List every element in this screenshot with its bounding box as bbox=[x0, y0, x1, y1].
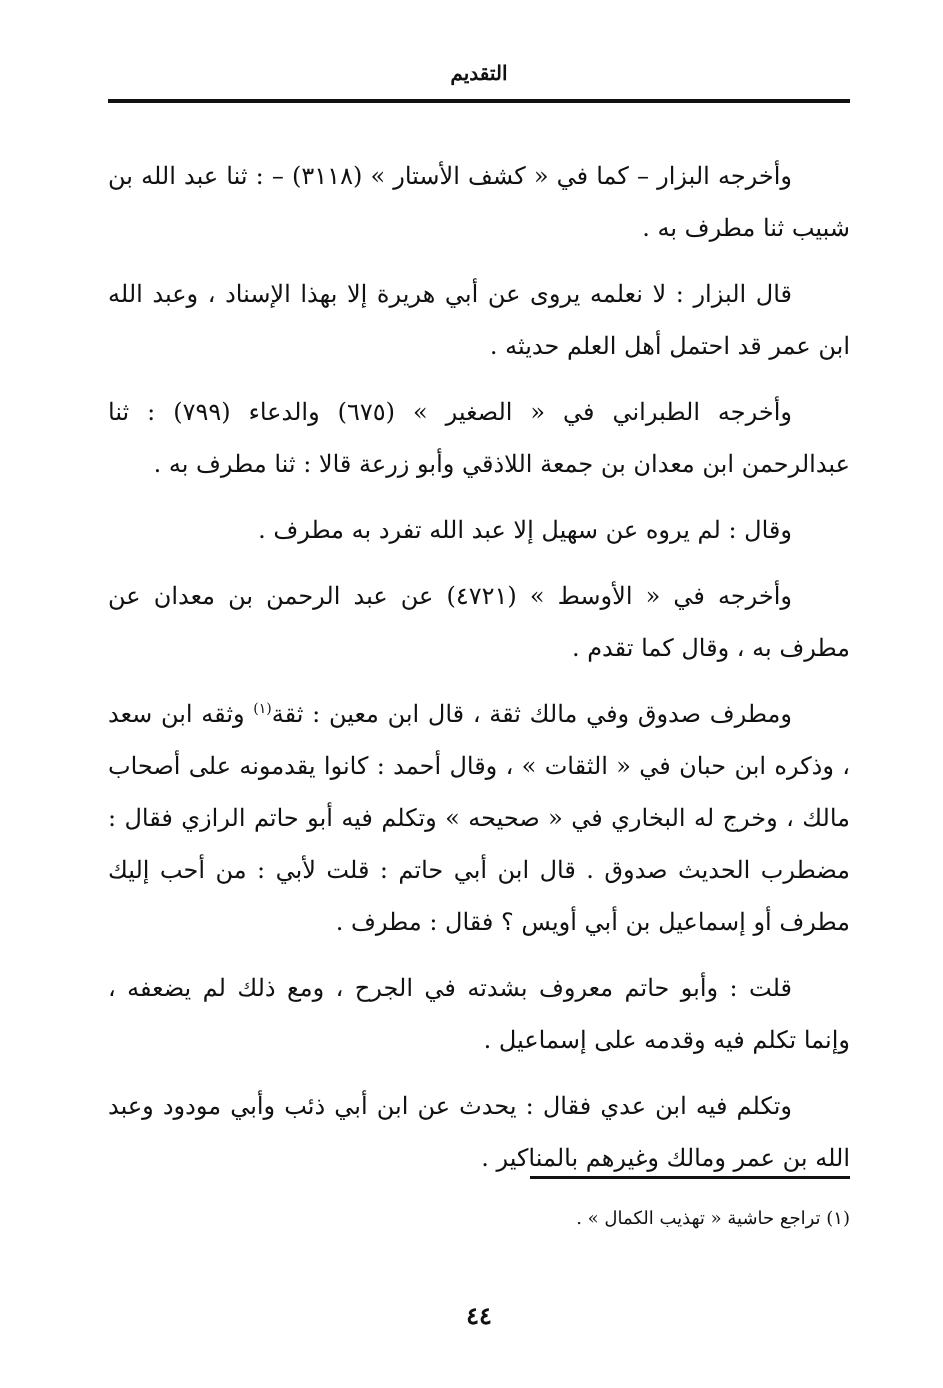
header-rule bbox=[108, 99, 850, 103]
paragraph-2: قال البزار : لا نعلمه يروى عن أبي هريرة إلا بهذا الإسناد ، وعبد الله ابن عمر قد احتمل أهل العلم حديثه . bbox=[108, 280, 850, 360]
paragraph-7: قلت : وأبو حاتم معروف بشدته في الجرح ، ومع ذلك لم يضعفه ، وإنما تكلم فيه وقدمه على إسماعيل . bbox=[108, 974, 850, 1054]
paragraph-6 bbox=[108, 688, 850, 948]
footnote-rule bbox=[530, 1176, 850, 1179]
footnote-text: (١) تراجع حاشية « تهذيب الكمال » . bbox=[576, 1208, 850, 1229]
paragraph-8: وتكلم فيه ابن عدي فقال : يحدث عن ابن أبي ذئب وأبي مودود وعبد الله بن عمر ومالك وغيرهم بالمناكير . bbox=[108, 1092, 850, 1172]
paragraph-4: وقال : لم يروه عن سهيل إلا عبد الله تفرد به مطرف . bbox=[258, 516, 792, 544]
paragraph-6-rest: وثقه ابن سعد ، وذكره ابن حبان في « الثقات » ، وقال أحمد : كانوا يقدمونه على أصحاب مالك ، وخرج له البخاري في « صحيحه » وتكلم فيه أبو حاتم الرازي فقال : مضطرب الحديث صدوق . قال ابن أبي حاتم : قلت لأبي : من أحب إليك مطرف أو إسماعيل بن أبي أويس ؟ فقال : مطرف . bbox=[108, 700, 850, 936]
paragraph-6-start: ومطرف صدوق وفي مالك ثقة ، قال ابن معين : ثقة bbox=[271, 700, 792, 728]
running-header-title: التقديم bbox=[450, 61, 508, 85]
paragraph-1: وأخرجه البزار – كما في « كشف الأستار » (٣١١٨) – : ثنا عبد الله بن شبيب ثنا مطرف به . bbox=[108, 162, 850, 242]
paragraph-3: وأخرجه الطبراني في « الصغير » (٦٧٥) والدعاء (٧٩٩) : ثنا عبدالرحمن ابن معدان بن جمعة اللاذقي وأبو زرعة قالا : ثنا مطرف به . bbox=[108, 398, 850, 478]
page-number: ٤٤ bbox=[466, 1301, 492, 1330]
footnote-marker: (١) bbox=[253, 701, 272, 717]
body-text bbox=[108, 150, 850, 1198]
paragraph-5: وأخرجه في « الأوسط » (٤٧٢١) عن عبد الرحمن بن معدان عن مطرف به ، وقال كما تقدم . bbox=[108, 582, 850, 662]
